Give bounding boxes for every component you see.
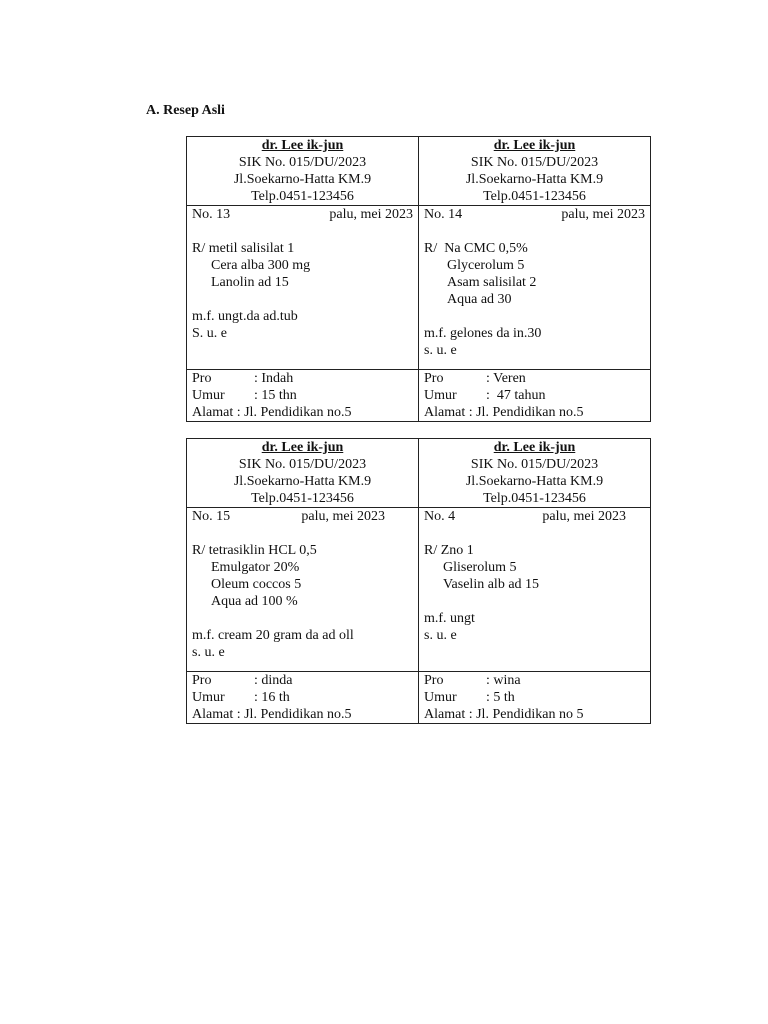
patient-age: : 16 th: [254, 690, 290, 705]
ingredient: Vaselin alb ad 15: [443, 577, 540, 592]
doctor-name: dr. Lee ik-jun: [261, 138, 344, 153]
doctor-sik: SIK No. 015/DU/2023: [470, 155, 599, 170]
umur-label: Umur: [424, 690, 457, 705]
prescription-date: palu, mei 2023: [329, 207, 413, 222]
prescription-date: palu, mei 2023: [542, 509, 626, 524]
doctor-phone: Telp.0451-123456: [483, 189, 586, 204]
alamat-label: Alamat: [424, 405, 466, 420]
ingredient: Gliserolum 5: [443, 560, 517, 575]
prescription-date: palu, mei 2023: [561, 207, 645, 222]
patient-age: : 15 thn: [254, 388, 297, 403]
prescription-number: No. 15: [192, 509, 231, 524]
section-heading: A. Resep Asli: [146, 103, 225, 118]
ingredient: Aqua ad 30: [447, 292, 512, 307]
doctor-sik: SIK No. 015/DU/2023: [238, 457, 367, 472]
doctor-name: dr. Lee ik-jun: [493, 138, 576, 153]
instruction: s. u. e: [424, 628, 457, 643]
doctor-address: Jl.Soekarno-Hatta KM.9: [233, 172, 372, 187]
doctor-address: Jl.Soekarno-Hatta KM.9: [465, 172, 604, 187]
doctor-address: Jl.Soekarno-Hatta KM.9: [233, 474, 372, 489]
doctor-name: dr. Lee ik-jun: [261, 440, 344, 455]
patient-name: : dinda: [254, 673, 293, 688]
pro-label: Pro: [424, 371, 444, 386]
prescription-number: No. 13: [192, 207, 231, 222]
patient-age: : 47 tahun: [486, 388, 546, 403]
prescription-body-13: [187, 206, 419, 370]
prescription-table-2: [186, 438, 651, 724]
patient-info-15: [187, 672, 419, 724]
patient-address: : Jl. Pendidikan no.5: [236, 707, 352, 722]
prescription-date: palu, mei 2023: [301, 509, 385, 524]
instruction: m.f. cream 20 gram da ad oll: [192, 628, 354, 643]
doctor-sik: SIK No. 015/DU/2023: [238, 155, 367, 170]
recipe-line: R/ Zno 1: [424, 543, 474, 558]
patient-name: : Veren: [486, 371, 526, 386]
alamat-label: Alamat: [192, 707, 234, 722]
doctor-phone: Telp.0451-123456: [251, 189, 354, 204]
patient-info-14: [419, 370, 651, 422]
patient-address: : Jl. Pendidikan no 5: [468, 707, 584, 722]
prescription-table-1: [186, 136, 651, 422]
instruction: m.f. gelones da in.30: [424, 326, 542, 341]
prescription-body-14: [419, 206, 651, 370]
ingredient: Asam salisilat 2: [447, 275, 537, 290]
ingredient: Lanolin ad 15: [211, 275, 289, 290]
ingredient: Cera alba 300 mg: [211, 258, 311, 273]
instruction: s. u. e: [424, 343, 457, 358]
prescription-body-15: [187, 508, 419, 672]
pro-label: Pro: [192, 371, 212, 386]
pro-label: Pro: [424, 673, 444, 688]
patient-address: : Jl. Pendidikan no.5: [236, 405, 352, 420]
patient-address: : Jl. Pendidikan no.5: [468, 405, 584, 420]
doctor-header: [419, 439, 651, 508]
ingredient: Oleum coccos 5: [211, 577, 302, 592]
alamat-label: Alamat: [424, 707, 466, 722]
patient-name: : wina: [486, 673, 521, 688]
prescription-number: No. 14: [424, 207, 463, 222]
pro-label: Pro: [192, 673, 212, 688]
patient-info-4: [419, 672, 651, 724]
umur-label: Umur: [424, 388, 457, 403]
umur-label: Umur: [192, 388, 225, 403]
prescription-body-4: [419, 508, 651, 672]
ingredient: Glycerolum 5: [447, 258, 525, 273]
prescription-number: No. 4: [424, 509, 456, 524]
patient-info-13: [187, 370, 419, 422]
recipe-line: R/ metil salisilat 1: [192, 241, 295, 256]
ingredient: Emulgator 20%: [211, 560, 300, 575]
ingredient: Aqua ad 100 %: [211, 594, 298, 609]
doctor-phone: Telp.0451-123456: [483, 491, 586, 506]
instruction: S. u. e: [192, 326, 227, 341]
doctor-sik: SIK No. 015/DU/2023: [470, 457, 599, 472]
instruction: m.f. ungt: [424, 611, 475, 626]
recipe-line: R/ Na CMC 0,5%: [424, 241, 528, 256]
doctor-phone: Telp.0451-123456: [251, 491, 354, 506]
alamat-label: Alamat: [192, 405, 234, 420]
doctor-address: Jl.Soekarno-Hatta KM.9: [465, 474, 604, 489]
patient-name: : Indah: [254, 371, 294, 386]
recipe-line: R/ tetrasiklin HCL 0,5: [192, 543, 317, 558]
umur-label: Umur: [192, 690, 225, 705]
patient-age: : 5 th: [486, 690, 515, 705]
doctor-header: [187, 137, 419, 206]
instruction: m.f. ungt.da ad.tub: [192, 309, 298, 324]
doctor-header: [419, 137, 651, 206]
doctor-header: [187, 439, 419, 508]
doctor-name: dr. Lee ik-jun: [493, 440, 576, 455]
instruction: s. u. e: [192, 645, 225, 660]
